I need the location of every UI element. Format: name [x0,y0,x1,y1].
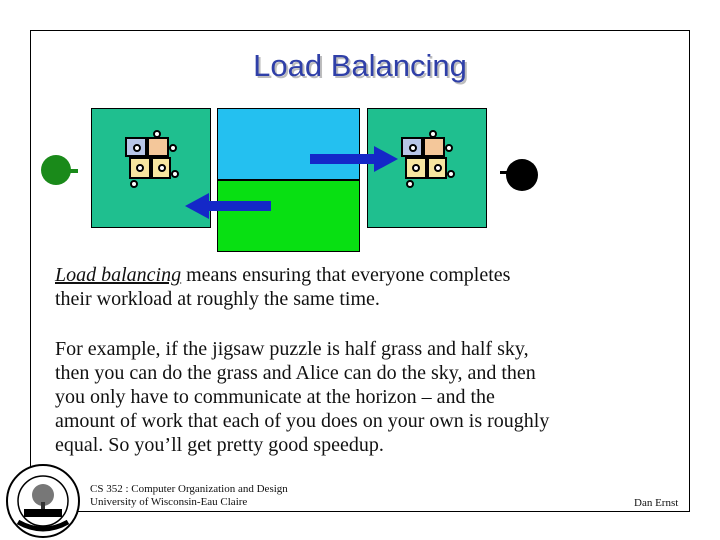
example-line: you only have to communicate at the horizon – and the [55,386,495,408]
definition-paragraph [55,263,510,311]
person-black-icon [498,155,538,195]
footer-author: Dan Ernst [634,497,679,509]
person-green-icon [40,150,80,190]
footer-course-info [90,483,288,509]
slide-title: Load Balancing [253,48,467,83]
example-line: then you can do the grass and Alice can do the sky, and then [55,362,536,384]
university-seal-icon [4,462,82,540]
definition-line-1-rest: means ensuring that everyone completes [181,264,511,286]
footer-course: CS 352 : Computer Organization and Design [90,483,288,495]
footer-university: University of Wisconsin-Eau Claire [90,496,248,508]
puzzle-pieces-icon [120,130,180,190]
example-paragraph [55,337,549,457]
arrow-left-icon [183,193,273,219]
arrow-right-icon [310,146,400,172]
example-line: equal. So you’ll get pretty good speedup. [55,434,384,456]
definition-line-2: their workload at roughly the same time. [55,288,380,310]
example-line: amount of work that each of you does on your own is roughly [55,410,550,432]
puzzle-pieces-icon [396,130,456,190]
definition-line-1 [55,263,510,287]
term-load-balancing: Load balancing [55,264,182,286]
example-line: For example, if the jigsaw puzzle is half grass and half sky, [55,338,529,360]
